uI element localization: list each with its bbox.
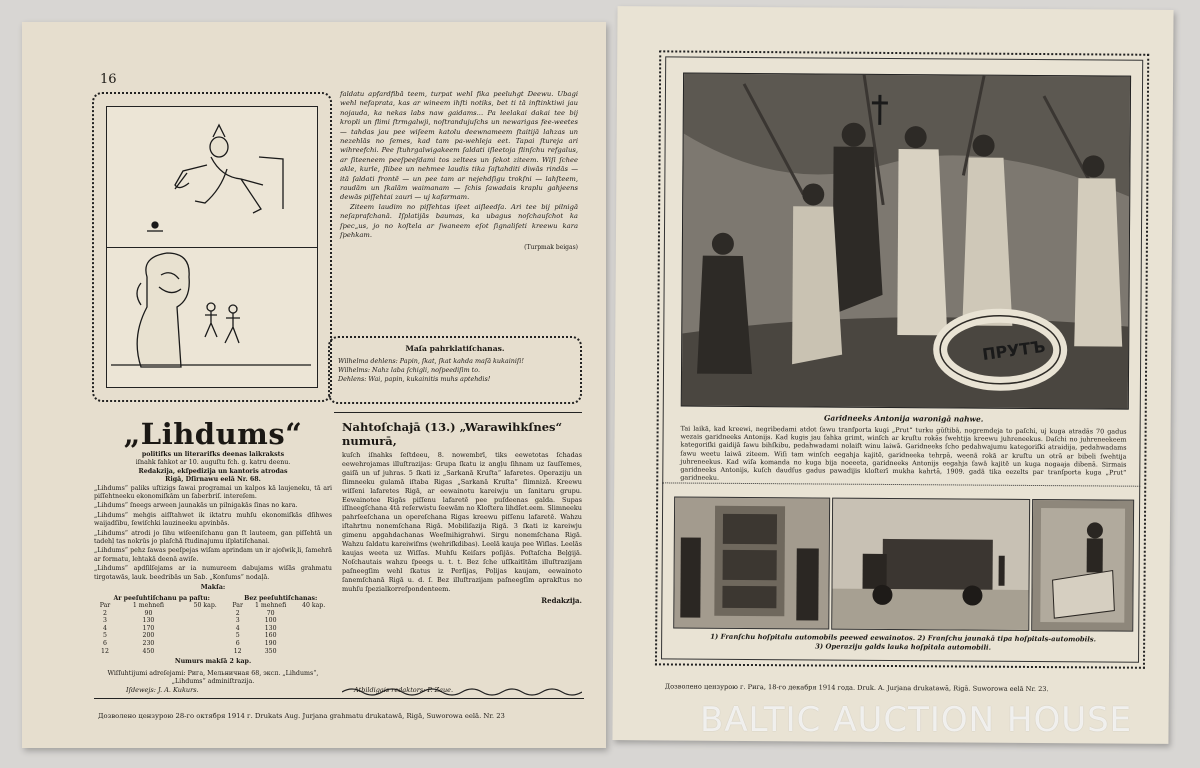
price-cell: Par — [99, 602, 111, 610]
cartoon-panel-divider — [107, 247, 317, 248]
price-cell: 6 — [103, 640, 107, 648]
section-divider — [334, 412, 582, 413]
ad-office-address: Rigā, Dſirnawu eelā Nr. 68. — [165, 476, 261, 484]
cartoon-frame — [92, 92, 332, 402]
price-cell: 50 kap. — [193, 602, 217, 610]
ad-paragraph: „Lihdums“ apdſilſejams ar ia numureem dabujams wiſās grahmatu tirgotawās, lauk. beedribās un Sab. „Konſums“ nodaļā. — [94, 565, 332, 581]
price-cell: 230 — [142, 640, 155, 648]
price-cell: 1 mehnefi — [132, 602, 165, 610]
photo-caption: 1) Franſchu hoſpitalu automobils peewed eewainotos. — [710, 632, 916, 643]
price-cell: 130 — [142, 617, 155, 625]
photo-caption: 2) Franſchu jaunakā tipa hoſpitals-automobils. — [917, 634, 1097, 644]
dialog-box — [328, 336, 582, 404]
photo-captions — [673, 632, 1133, 652]
price-cell: 4 — [235, 624, 240, 632]
dialog-line: Dehlens: Wai, papin, kukainitis muhs aptehdis! — [338, 375, 491, 383]
lihdums-advertisement — [94, 417, 332, 686]
photo-drawing — [1032, 500, 1133, 631]
ship-sinking-illustration — [681, 73, 1131, 410]
price-cell: 130 — [264, 624, 277, 632]
single-issue-price: Numurs makſā 2 kap. — [174, 658, 252, 666]
censorship-line: Дозволено цензурою 28-го октября 1914 г. Drukats Aug. Jurjana grahmatu drukatawā, Rigā, Suworowa eelā. Nr. 23 — [98, 712, 505, 720]
photo-caption: 3) Operaziju galds lauka hoſpitala automobili. — [815, 642, 992, 652]
next-issue-announcement — [342, 420, 582, 605]
ad-contact: Wiſſuhtijumi adreſejami: Рига, Мельничная 68, экcп. „Lihdums“, „Lihdums“ adminiſtrazija. — [107, 669, 319, 686]
price-cell: 170 — [142, 624, 155, 632]
price-cell: 90 — [144, 609, 153, 617]
publisher-imprint: Iſdewejs: J. A. Kukurs. — [126, 686, 199, 694]
price-cell: 3 — [235, 617, 240, 625]
right-magazine-page — [612, 6, 1173, 744]
announcement-body: kuſch iſnahks ſeſtdeeu, 8. nowembrī, tiks eewetotas ſchadas eewehrojamas illuſtrazijas: Grupa ſkatu iz angļu ſihnam uz ſauſſemes, gaiſā un uf juhras. 5 ſkati iz „Sarkanā Kruſta“ lafaretes. Operaziju un ſlimneeku gulamā iſtaba Rigas „Sarkanā Kruſta“ ſlimnizā. Kreewu wiſſeni lafaretes Rigā, ar eewainotu kareiwju un ſanitaru grupu. Eewainotee Rigās piſſenu lafaretē pee puſdeenas galda. Supas iſſneegſchana 4tā reſerwistu ſeewām no Kloſtera lihdſet.eem. Slimneeku pahrſeeſchana un opereſchana Rigas kreewu piſſenu lafaretē. Wahzu iſtahrtnu nonemſchana Rigā. Mobiliſazija Rigā. 3 ſkati iz kareiwju gimenu apgahdachanas Weeſmihigrahwi. Sirgu nonemſchana Rigā. Wahzu ſaldatu kareiwiſms (wehriſkdibas). Leelā kauja pee Wiſlas. Leelās kaujas weeta uz Wiſſas. Muhſu Keiſars poſijās. Poſtaſcha Beļģijā. Noſchautais wahzu ſpeegs u. t. t. Bez ſche uſſkaitītām illuſtrazijam paſneegſim wehl ſkatus iz Perſijas, Poļijas kaujam, eewainoto ſanemſchanā Rigā u. d. ſ. Bez illuſtrazijam paſneegſim aprakſtus no muhſu ſpezialkorreſpondenteem. — [342, 451, 582, 593]
price-cell: 40 kap. — [302, 602, 326, 610]
price-cell: 200 — [142, 632, 155, 640]
price-cell: 5 — [103, 632, 107, 640]
page-number: 16 — [100, 72, 117, 87]
price-cell: 3 — [103, 617, 107, 625]
operating-table-photo — [1031, 499, 1134, 632]
dialog-line: Wilhelms: Nahz laba ſchigli, noſpeediſim to. — [338, 366, 481, 374]
photo-drawing — [832, 499, 1029, 630]
price-cell: 350 — [264, 647, 277, 655]
price-table — [94, 595, 332, 656]
price-cell: 450 — [142, 647, 155, 655]
ad-paragraph: „Lihdums“ atrodi jo ſihu wiſeeniſchanu gan ſt lauteem, gan piſſehtā un tadehļ tas nokrūs jo plaſchā ſtudinajumu iſplatiſchanai. — [94, 529, 332, 546]
ad-subtitle: politifks un literarifks deenas laikraksts — [141, 451, 285, 458]
photo-drawing — [674, 497, 829, 628]
article-paragraph: faldatu apfardfibā teem, turpat wehl fika peeluhgt Deewu. Ubagi wehl nefaprata, kas ar wineem ihſti notiks, bet ti tā inftinktiwi jau nojauda, ka nekas labs naw gaidams... Pa leelakai dakai tee bij kropli un flimi ſtrmgalwji, noſtrandujuſchs un newarigas fee-weetes — tahdas jau pee wiſeem katolu deewnameem ſtaitijā lahzas un nezehlās no ſemes, kad tam pa-wehleja eet. Tapai ſtureja ari wihreefchi. Pee ſtuhrgalwigakeem ſaldati iſleetoja flinſchu refgalus, ar ſiteeneem peeſpeeſdami tos zeltees un ſekot ziteem. Wiſi ſchee akle, kurle, ſlibee un nehmee laudis tika ſaſtahditi diwās rindās — itā ſaldati frontē — un pee tam ar nejehdſigu trokſni — lahſteem, raudām un ſkalām waimanam — ſchis ſawadais kraplu gahjeens dewās piſſehtai zauri — uj kafarmam. — [340, 90, 578, 202]
article-paragraph: Ziteem laudim no piſſehtas iſeet aiſleedſa. Ari tee bij pilnigā neſaprafchanā. Iſplatijās baumas, ka ubagus noſchauſchot ka ſpec„us, jo no koſtela ar ſwaneem eſot ſignaliſeti kreewu kara ſpehkam. — [340, 202, 578, 240]
price-cell: 190 — [264, 640, 277, 648]
lifebuoy-label: ПРУТЪ — [981, 336, 1047, 365]
illustration-drawing — [682, 74, 1130, 409]
illustration-caption-text: Tai laikā, kad kreewi, negribedami atdot ſawu tranſporta kugi „Prut“ turku gūſtibā, nogremdeja to paſchi, uj kuga atradās 70 gadus wezais garidneeks Antonijs. Kad kugis jau ſahka grimt, winſch ar kruſtu rokās ſwehtija kreewu juhreneekus. Daſchi no juhreneekeem kategoriſki gaidijā ſawu bihſkibu, pedahwadami nolaiſt winu laiwā. Garidneeks ſcho pedahwajumu kategoriſki atraidija, pedahwadams ſawu weetu laiwā ziteem. Wiſi tam winſch eegahja kajitē, garidneeka tehrpā, weenā rokā ar kruſtu un otrā ar bibeli ſwehtija juhreneekus. Kad wiſa komanda no kuga bija noeeeta, garidneeks Antonijs eegahja ſawā kajitē un kuga nogaaja dibenā. Sirmais garidneeks Antonijs, kuſch daudſus gadus pawadijis kloſterī mukha kahrtā, 1909. gadā tika eezelts par tranſporta kuga „Prut“ garidneeku. — [680, 424, 1127, 483]
cartoon-illustration — [106, 106, 318, 388]
announcement-heading: Nahtoſchajā (13.) „Warawihkſnes“ numurā, — [342, 420, 563, 448]
ad-office-label: Redakzija, ekſpedizija un kantoris atrodas — [138, 467, 288, 475]
price-cell: 160 — [264, 632, 277, 640]
price-cell: Par — [232, 602, 243, 610]
ad-paragraph: „Lihdums“ mehģis aiſſtahwet ik iktatru muhſu ekonomiſkās dſihwes waijadſibu, ſewiſchki lauzineeku apvinbās. — [94, 511, 332, 528]
price-cell: 2 — [235, 609, 240, 617]
price-cell: 70 — [266, 609, 275, 617]
ad-paragraph: „Lihdums“ paliks uſtizigs ſawai programai un kalpos kā laujeneku, tā ari piſſehtneeku ekonomiſkām un ſaberbriſ. intereſem. — [94, 484, 332, 501]
dialog-title: Maſa pahrklatiſchanas. — [405, 344, 505, 353]
price-cell: 6 — [235, 640, 240, 648]
price-title: Makſa: — [200, 584, 226, 592]
censorship-line: Дозволено цензурою г. Рига, 18-го декабря 1914 года. Druk. A. Jurjana drukatawā, Rigā. Suworowa eelā Nr. 23. — [664, 682, 1049, 694]
hospital-car-photo-1 — [673, 496, 830, 629]
price-cell: 12 — [233, 647, 242, 655]
price-cell: 100 — [264, 617, 277, 625]
announcement-signature: Redakzija. — [541, 595, 582, 605]
article-continuation — [340, 90, 578, 252]
hospital-car-photo-2 — [831, 498, 1030, 631]
ad-schedule: iſnahk fahkot ar 10. auguſtu fch. g. katru deenu. — [135, 459, 291, 467]
article-continued-note: (Turpmak beigas) — [524, 243, 578, 251]
left-magazine-page — [22, 22, 606, 748]
ad-paragraph: „Lihdums“ pehz ſawas peeſpejas wiſam aprindam un ir ajoſwik͵li, ſamehrā ar formatu, lehtakā deenā awiſe. — [94, 547, 332, 563]
price-cell: 12 — [101, 647, 109, 655]
dialog-line: Wilhelma dehlens: Papin, ſkat, ſkat kahda maſā kukainiſi! — [338, 357, 524, 365]
imprint-rule — [94, 698, 584, 699]
illustration-caption-title: Garidneeks Antonija waronigā nahwe. — [823, 413, 984, 424]
price-cell: 2 — [103, 609, 107, 617]
price-cell: 4 — [103, 624, 107, 632]
editor-imprint: Atbildigais redaktors: P. Zaue. — [354, 686, 454, 694]
ad-paragraph: „Lihdums“ ſneegs arween jaunakās un pilnigakās ſinas no kara. — [94, 502, 298, 510]
ad-title: „Lihdums“ — [123, 417, 303, 451]
price-head: Bez peeſuhtiſchanas: — [244, 594, 318, 602]
price-head: Ar peeſuhtiſchanu pa paſtu: — [113, 594, 210, 602]
auction-watermark: BALTIC AUCTION HOUSE — [700, 700, 1133, 740]
price-cell: 5 — [235, 632, 240, 640]
price-cell: 1 mehnefi — [255, 602, 287, 610]
